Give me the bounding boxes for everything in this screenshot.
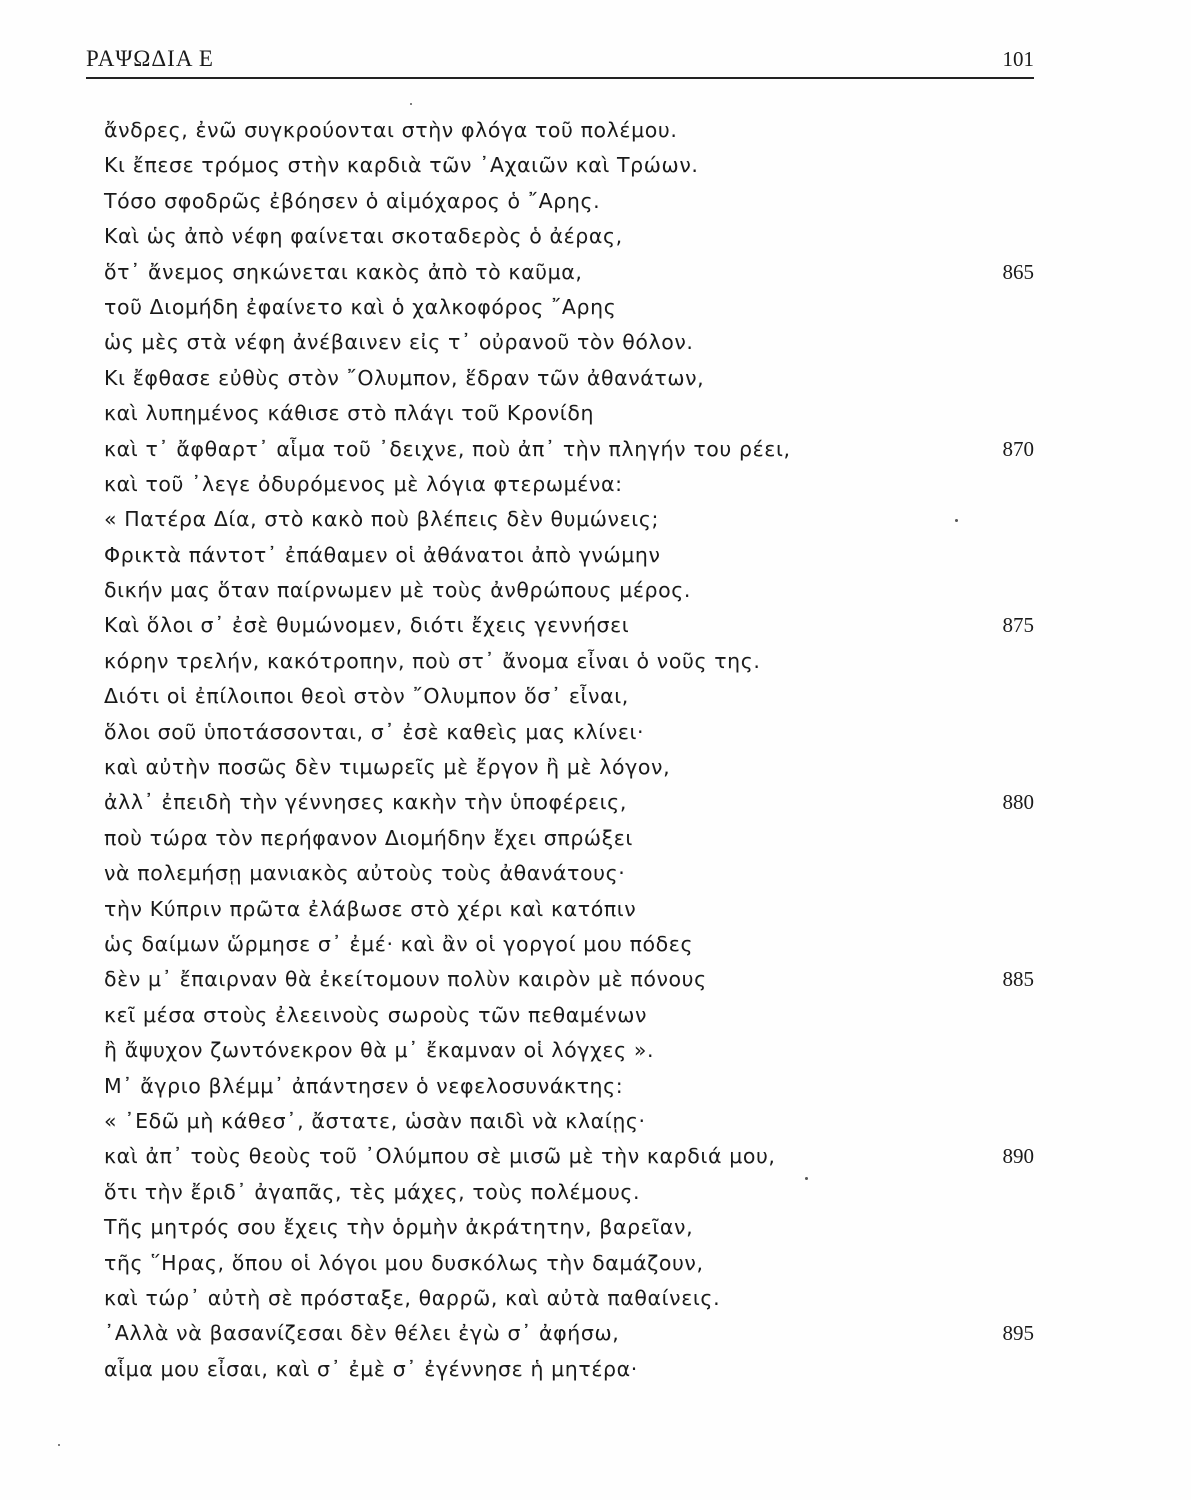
verse-line — [104, 1246, 1034, 1281]
verse-line — [104, 1139, 1034, 1174]
verse-line — [104, 219, 1034, 254]
running-title: ΡΑΨΩΔΙΑ Ε — [86, 46, 214, 71]
verse-text: τοῦ Διομήδη ἐφαίνετο καὶ ὁ χαλκοφόρος ῎Αρης — [104, 294, 617, 319]
verse-number: 880 — [1002, 790, 1034, 815]
header-rule — [86, 77, 1034, 79]
verse-text: ὅτι τὴν ἔριδ᾿ ἀγαπᾶς, τὲς μάχες, τοὺς πολέμους. — [104, 1179, 641, 1204]
verse-line — [104, 715, 1034, 750]
verse-text: δικήν μας ὅταν παίρνωμεν μὲ τοὺς ἀνθρώπους μέρος. — [104, 578, 692, 603]
verse-line — [104, 432, 1034, 467]
verse-line — [104, 644, 1034, 679]
verse-line — [104, 113, 1034, 148]
verse-line — [104, 290, 1034, 325]
verse-line — [104, 361, 1034, 396]
verse-text: Μ᾿ ἄγριο βλέμμ᾿ ἀπάντησεν ὁ νεφελοσυνάκτης: — [104, 1073, 624, 1098]
verse-line — [104, 1352, 1034, 1387]
verse-text: Διότι οἱ ἐπίλοιποι θεοὶ στὸν ῎Ολυμπον ὅσ᾿ εἶναι, — [104, 684, 629, 709]
scan-speck — [955, 519, 958, 522]
verse-line — [104, 1033, 1034, 1068]
verse-text: Καὶ ὡς ἀπὸ νέφη φαίνεται σκοταδερὸς ὁ ἀέρας, — [104, 224, 623, 249]
verse-block — [104, 113, 1034, 1387]
verse-text: ὅλοι σοῦ ὑποτάσσονται, σ᾿ ἐσὲ καθεὶς μας κλίνει· — [104, 719, 645, 744]
verse-number: 865 — [1002, 259, 1034, 284]
verse-text: Φρικτὰ πάντοτ᾿ ἐπάθαμεν οἱ ἀθάνατοι ἀπὸ γνώμην — [104, 542, 661, 567]
verse-text: νὰ πολεμήσῃ μανιακὸς αὐτοὺς τοὺς ἀθανάτους· — [104, 861, 626, 886]
verse-line — [104, 502, 1034, 537]
verse-text: Καὶ ὅλοι σ᾿ ἐσὲ θυμώνομεν, διότι ἔχεις γεννήσει — [104, 613, 630, 638]
verse-text: καὶ τώρ᾿ αὐτὴ σὲ πρόσταξε, θαρρῶ, καὶ αὐτὰ παθαίνεις. — [104, 1285, 721, 1310]
verse-text: ᾿Αλλὰ νὰ βασανίζεσαι δὲν θέλει ἐγὼ σ᾿ ἀφήσω, — [104, 1321, 620, 1346]
verse-text: δὲν μ᾿ ἔπαιρναν θὰ ἐκείτομουν πολὺν καιρὸν μὲ πόνους — [104, 967, 707, 992]
verse-text: « Πατέρα Δία, στὸ κακὸ ποὺ βλέπεις δὲν θυμώνεις; — [104, 507, 659, 532]
verse-line — [104, 608, 1034, 643]
verse-line — [104, 927, 1034, 962]
verse-text: ὅτ᾿ ἄνεμος σηκώνεται κακὸς ἀπὸ τὸ καῦμα, — [104, 259, 583, 284]
verse-line — [104, 573, 1034, 608]
verse-text: καὶ ἀπ᾿ τοὺς θεοὺς τοῦ ᾿Ολύμπου σὲ μισῶ μὲ τὴν καρδιά μου, — [104, 1144, 776, 1169]
verse-text: Κι ἔπεσε τρόμος στὴν καρδιὰ τῶν ᾿Αχαιῶν καὶ Τρώων. — [104, 153, 699, 178]
verse-text: ποὺ τώρα τὸν περήφανον Διομήδην ἔχει σπρώξει — [104, 825, 633, 850]
verse-text: « ᾿Εδῶ μὴ κάθεσ᾿, ἄστατε, ὡσὰν παιδὶ νὰ κλαίῃς· — [104, 1108, 646, 1133]
scan-speck — [805, 1177, 808, 1180]
verse-text: Τόσο σφοδρῶς ἐβόησεν ὁ αἱμόχαρος ὁ ῎Αρης. — [104, 188, 601, 213]
verse-number: 885 — [1002, 967, 1034, 992]
verse-line — [104, 148, 1034, 183]
verse-text: καὶ τ᾿ ἄφθαρτ᾿ αἷμα τοῦ ᾿δειχνε, ποὺ ἀπ᾿ τὴν πληγήν του ρέει, — [104, 436, 791, 461]
page-header — [86, 44, 1034, 78]
verse-text: αἷμα μου εἶσαι, καὶ σ᾿ ἐμὲ σ᾿ ἐγέννησε ἡ μητέρα· — [104, 1356, 638, 1381]
verse-text: Τῆς μητρός σου ἔχεις τὴν ὁρμὴν ἀκράτητην, βαρεῖαν, — [104, 1215, 694, 1240]
verse-line — [104, 1281, 1034, 1316]
verse-text: καὶ λυπημένος κάθισε στὸ πλάγι τοῦ Κρονίδη — [104, 401, 595, 426]
verse-number: 875 — [1002, 613, 1034, 638]
verse-line — [104, 184, 1034, 219]
verse-line — [104, 750, 1034, 785]
verse-line — [104, 892, 1034, 927]
verse-text: ὡς μὲς στὰ νέφη ἀνέβαινεν εἰς τ᾿ οὐρανοῦ τὸν θόλον. — [104, 330, 694, 355]
scan-speck — [58, 1444, 60, 1446]
verse-text: κεῖ μέσα στοὺς ἐλεεινοὺς σωροὺς τῶν πεθαμένων — [104, 1002, 648, 1027]
verse-number: 870 — [1002, 436, 1034, 461]
verse-text: Κι ἔφθασε εὐθὺς στὸν ῎Ολυμπον, ἕδραν τῶν ἀθανάτων, — [104, 365, 705, 390]
verse-line — [104, 1210, 1034, 1245]
verse-line — [104, 821, 1034, 856]
verse-line — [104, 1316, 1034, 1351]
verse-number: 895 — [1002, 1321, 1034, 1346]
verse-text: τῆς ῞Ηρας, ὅπου οἱ λόγοι μου δυσκόλως τὴν δαμάζουν, — [104, 1250, 704, 1275]
verse-line — [104, 1175, 1034, 1210]
verse-line — [104, 856, 1034, 891]
verse-text: κόρην τρελήν, κακότροπην, ποὺ στ᾿ ἄνομα εἶναι ὁ νοῦς της. — [104, 648, 761, 673]
verse-line — [104, 998, 1034, 1033]
verse-line — [104, 962, 1034, 997]
verse-number: 890 — [1002, 1144, 1034, 1169]
verse-line — [104, 255, 1034, 290]
verse-line — [104, 785, 1034, 820]
verse-line — [104, 538, 1034, 573]
verse-line — [104, 1104, 1034, 1139]
scan-speck — [410, 103, 412, 105]
verse-text: καὶ τοῦ ᾿λεγε ὀδυρόμενος μὲ λόγια φτερωμένα: — [104, 471, 623, 496]
page-number: 101 — [1002, 47, 1034, 71]
verse-line — [104, 396, 1034, 431]
verse-line — [104, 325, 1034, 360]
verse-text: καὶ αὐτὴν ποσῶς δὲν τιμωρεῖς μὲ ἔργον ἢ μὲ λόγον, — [104, 755, 671, 780]
verse-text: ἢ ἄψυχον ζωντόνεκρον θὰ μ᾿ ἔκαμναν οἱ λόγχες ». — [104, 1038, 655, 1063]
verse-line — [104, 1069, 1034, 1104]
verse-line — [104, 467, 1034, 502]
verse-text: ἀλλ᾿ ἐπειδὴ τὴν γέννησες κακὴν τὴν ὑποφέρεις, — [104, 790, 627, 815]
verse-text: ἄνδρες, ἐνῶ συγκρούονται στὴν φλόγα τοῦ πολέμου. — [104, 118, 678, 142]
verse-text: ὡς δαίμων ὥρμησε σ᾿ ἐμέ· καὶ ἂν οἱ γοργοί μου πόδες — [104, 931, 694, 956]
verse-text: τὴν Κύπριν πρῶτα ἐλάβωσε στὸ χέρι καὶ κατόπιν — [104, 896, 637, 921]
verse-line — [104, 679, 1034, 714]
